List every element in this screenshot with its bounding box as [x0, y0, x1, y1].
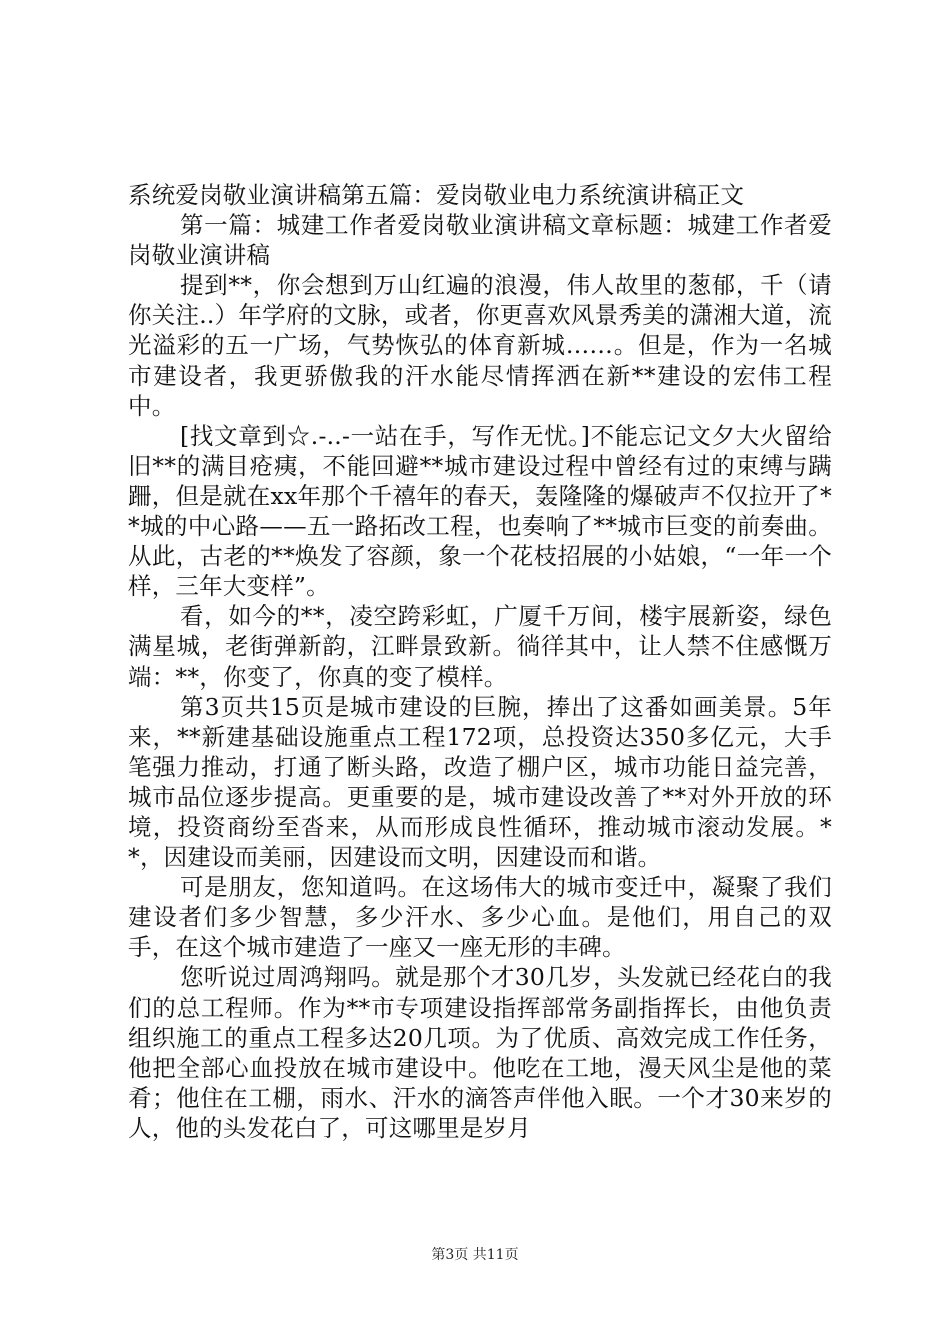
document-heading: 系统爱岗敬业演讲稿第五篇：爱岗敬业电力系统演讲稿正文 [128, 181, 745, 209]
paragraph-6: 可是朋友，您知道吗。在这场伟大的城市变迁中，凝聚了我们建设者们多少智慧，多少汗水、多少心血。是他们，用自己的双手，在这个城市建造了一座又一座无形的丰碑。 [128, 873, 832, 962]
paragraph-2: 提到**，你会想到万山红遍的浪漫，伟人故里的葱郁，千（请你关注..）年学府的文脉，或者，你更喜欢风景秀美的潇湘大道，流光溢彩的五一广场，气势恢弘的体育新城……。但是，作为一名城市建设者，我更骄傲我的汗水能尽情挥洒在新**建设的宏伟工程中。 [128, 271, 832, 420]
paragraph-7: 您听说过周鸿翔吗。就是那个才30几岁，头发就已经花白的我们的总工程师。作为**市专项建设指挥部常务副指挥长，由他负责组织施工的重点工程多达20几项。为了优质、高效完成工作任务，他把全部心血投放在城市建设中。他吃在工地，漫天风尘是他的菜肴；他住在工棚，雨水、汗水的滴答声伴他入眠。一个才30来岁的人，他的头发花白了，可这哪里是岁月 [128, 963, 832, 1142]
paragraph-4: 看，如今的**，凌空跨彩虹，广厦千万间，楼宇展新姿，绿色满星城，老街弹新韵，江畔景致新。徜徉其中，让人禁不住感慨万端：**，你变了，你真的变了模样。 [128, 602, 832, 691]
paragraph-1: 第一篇：城建工作者爱岗敬业演讲稿文章标题：城建工作者爱岗敬业演讲稿 [128, 211, 832, 270]
paragraph-5: 第3页共15页是城市建设的巨腕，捧出了这番如画美景。5年来，**新建基础设施重点工程172项，总投资达350多亿元，大手笔强力推动，打通了断头路，改造了棚户区，城市功能日益完善，城市品位逐步提高。更重要的是，城市建设改善了**对外开放的环境，投资商纷至沓来，从而形成良性循环，推动城市滚动发展。**，因建设而美丽，因建设而文明，因建设而和谐。 [128, 692, 832, 872]
paragraph-3: [找文章到☆.-..-一站在手，写作无忧。]不能忘记文夕大火留给旧**的满目疮痍，不能回避**城市建设过程中曾经有过的束缚与蹒跚，但是就在xx年那个千禧年的春天，轰隆隆的爆破声不仅拉开了**城的中心路——五一路拓改工程，也奏响了**城市巨变的前奏曲。从此，古老的**焕发了容颜，象一个花枝招展的小姑娘，“一年一个样，三年大变样”。 [128, 421, 832, 601]
document-body [128, 180, 832, 1143]
page-number-footer: 第3页 共11页 [431, 1247, 519, 1263]
